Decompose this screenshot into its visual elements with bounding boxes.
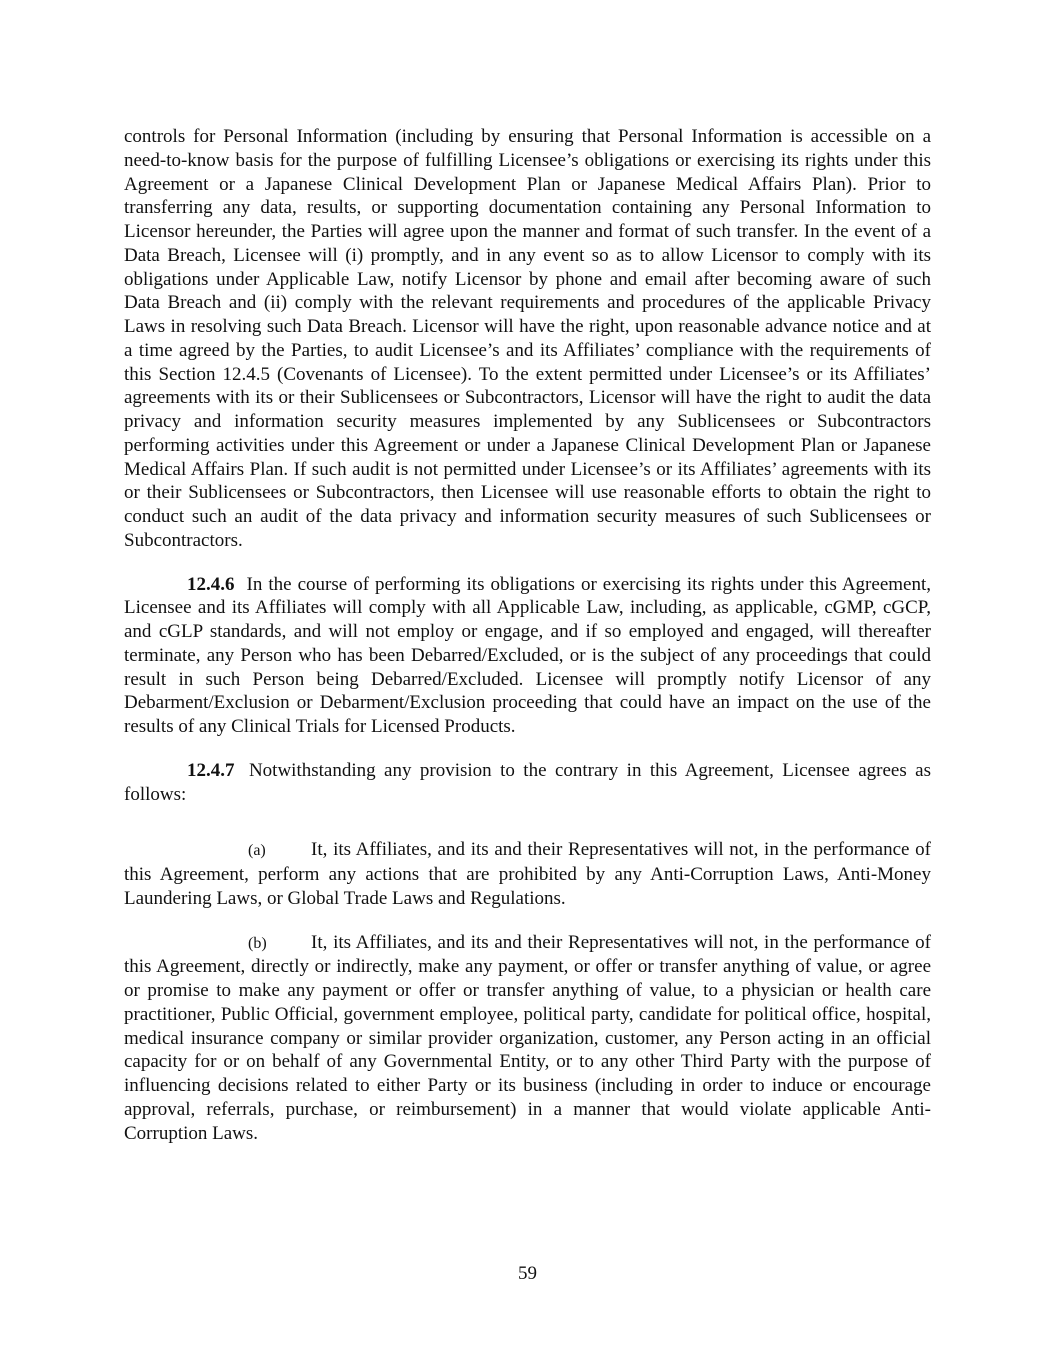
section-12-4-7 [124,759,931,807]
paragraph-continuation: controls for Personal Information (including by ensuring that Personal Information is accessible on a need-to-know basis for the purpose of fulfilling Licensee’s obligations or exercising its rights under this Agreement or a Japanese Clinical Development Plan or Japanese Medical Affairs Plan). Prior to transferring any data, results, or supporting documentation containing any Personal Information to Licensor hereunder, the Parties will agree upon the manner and format of such transfer. In the event of a Data Breach, Licensee will (i) promptly, and in any event so as to allow Licensor to comply with its obligations under Applicable Law, notify Licensor by phone and email after becoming aware of such Data Breach and (ii) comply with the relevant requirements and procedures of the applicable Privacy Laws in resolving such Data Breach. Licensor will have the right, upon reasonable advance notice and at a time agreed by the Parties, to audit Licensee’s and its Affiliates’ compliance with the requirements of this Section 12.4.5 (Covenants of Licensee). To the extent permitted under Licensee’s or its Affiliates’ agreements with its or their Sublicensees or Subcontractors, Licensor will have the right to audit the data privacy and information security measures implemented by any Sublicensees or Subcontractors performing activities under this Agreement or under a Japanese Clinical Development Plan or Japanese Medical Affairs Plan. If such audit is not permitted under Licensee’s or its Affiliates’ agreements with its or their Sublicensees or Subcontractors, then Licensee will use reasonable efforts to obtain the right to conduct such an audit of the data privacy and information security measures of such Sublicensees or Subcontractors. [124,126,931,551]
section-number: 12.4.6 [187,573,235,595]
list-item-a [124,838,931,910]
section-number: 12.4.7 [187,759,235,781]
section-12-4-6 [124,573,931,739]
list-item-label: (a) [248,842,266,860]
document-page [124,125,931,1145]
section-text: In the course of performing its obligations or exercising its rights under this Agreement, Licensee and its Affiliates will comply with all Applicable Law, including, as applicable, cGMP, cGCP, and cGLP standards, and will not employ or engage, and if so employed and engaged, will thereafter terminate, any Person who has been Debarred/Excluded, or is the subject of any proceedings that could result in such Person being Debarred/Excluded. Licensee will promptly notify Licensor of any Debarment/Exclusion or Debarment/Exclusion proceeding that could have an impact on the use of the results of any Clinical Trials for Licensed Products. [124,573,931,737]
list-item-text: It, its Affiliates, and its and their Representatives will not, in the performance of this Agreement, directly or indirectly, make any payment, or offer or transfer anything of value, or agree or promise to make any payment or offer or transfer anything of value, to a physician or health care practitioner, Public Official, government employee, political party, candidate for political office, hospital, medical insurance company or similar provider organization, customer, any Person acting in an official capacity for or on behalf of any Governmental Entity, or to any other Third Party with the purpose of influencing decisions related to either Party or its business (including in order to induce or encourage approval, referrals, purchase, or reimbursement) in a manner that would violate applicable Anti-Corruption Laws. [124,931,931,1144]
section-text: Notwithstanding any provision to the contrary in this Agreement, Licensee agrees as follows: [124,759,931,805]
list-item-b [124,931,931,1146]
list-item-text: It, its Affiliates, and its and their Representatives will not, in the performance of this Agreement, perform any actions that are prohibited by any Anti-Corruption Laws, Anti-Money Laundering Laws, or Global Trade Laws and Regulations. [124,839,931,909]
page-number: 59 [518,1263,537,1284]
list-item-label: (b) [248,934,267,952]
